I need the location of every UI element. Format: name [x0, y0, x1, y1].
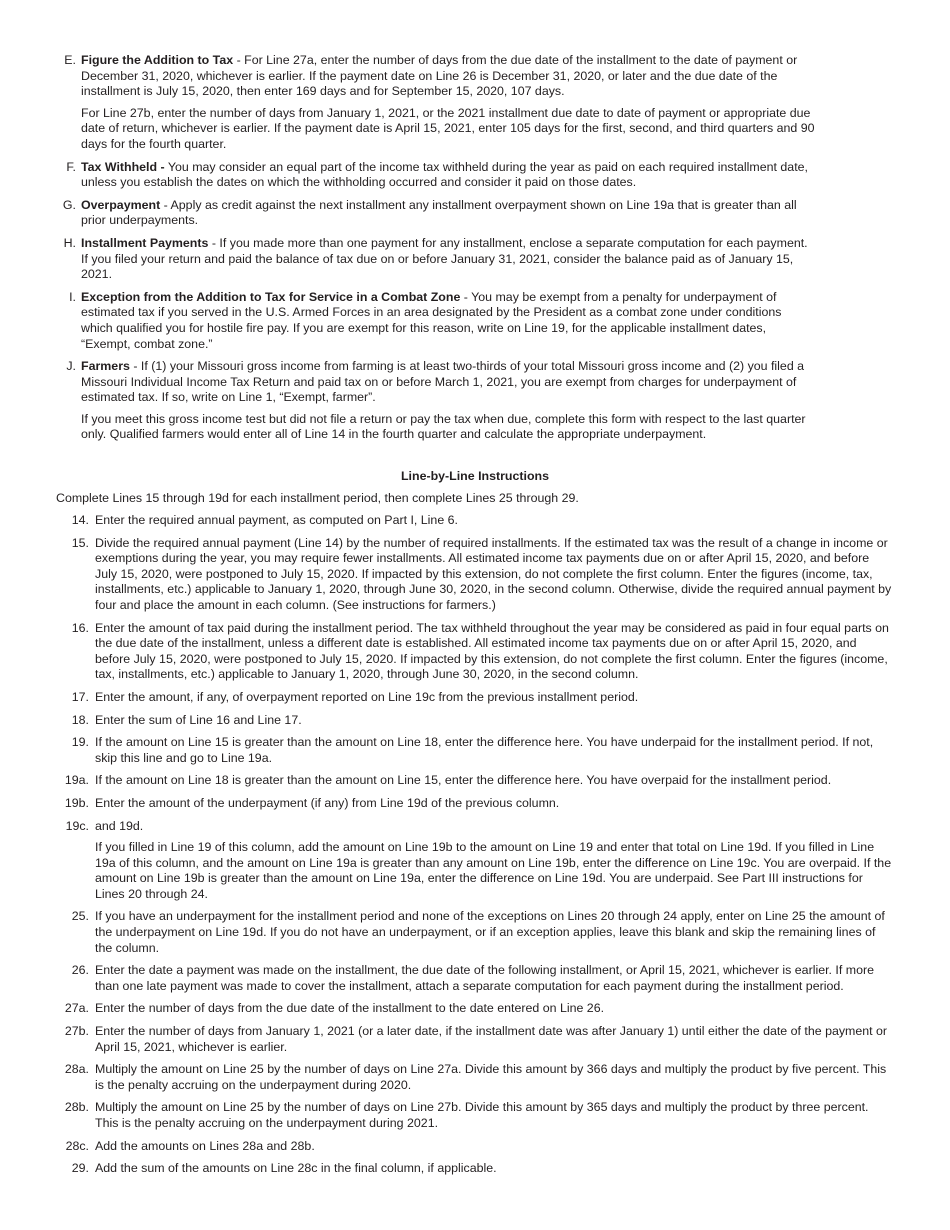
item-text: - If (1) your Missouri gross income from farming is at least two-thirds of your total Missouri gross income and (2) you filed a Missouri Individual Income Tax Return and paid tax on or before March 1, 2021, you are exempt from charges for underpayment of estimated tax. If so, write on Line 1, “Exempt, farmer”. [81, 359, 805, 405]
line-16 [56, 621, 894, 683]
instruction-j [56, 359, 816, 443]
item-letter: G. [62, 197, 76, 212]
line-number: 19. [71, 735, 89, 750]
line-19c [56, 819, 894, 903]
line-28a [56, 1062, 894, 1093]
line-number: 19a. [64, 773, 89, 788]
item-title: Exception from the Addition to Tax for Service in a Combat Zone [81, 289, 461, 304]
line-29 [56, 1161, 894, 1177]
line-number: 27b. [64, 1024, 89, 1039]
general-instructions-list [56, 53, 816, 450]
line-text: Divide the required annual payment (Line 14) by the number of required installments. If the estimated tax was the result of a change in income or exemptions during the year, you may require fewer installments. All estimated income tax payments due on or after April 15, 2020, and before July 15, 2020, were postponed to July 15, 2020. If impacted by this extension, do not complete the first column. Enter the figures (income, tax, installments, etc.) applicable to January 1, 2020, through June 30, 2020, in the second column. Otherwise, divide the required annual payment by four and place the amount in each column. (See instructions for farmers.) [95, 535, 892, 612]
line-text: Enter the number of days from January 1, 2021 (or a later date, if the installment date was after January 1) until either the date of the payment or April 15, 2021, whichever is earlier. [95, 1024, 888, 1054]
line-text: Enter the amount of the underpayment (if any) from Line 19d of the previous column. [95, 795, 560, 810]
line-text: Enter the sum of Line 16 and Line 17. [95, 712, 302, 727]
line-19b [56, 796, 894, 812]
item-text: - For Line 27a, enter the number of days from the due date of the installment to the date of payment or December 31, 2020, whichever is earlier. If the payment date on Line 26 is December 31, 2020, or later and the due date of the installment is July 15, 2020, then enter 169 days and for September 15, 2020, 107 days. [81, 53, 798, 99]
line-28c [56, 1139, 894, 1155]
line-text: Multiply the amount on Line 25 by the number of days on Line 27a. Divide this amount by 366 days and multiply the product by five percent. This is the penalty accruing on the underpayment during 2020. [95, 1062, 887, 1092]
instruction-h [56, 236, 816, 283]
line-text: If you have an underpayment for the installment period and none of the exceptions on Lines 20 through 24 apply, enter on Line 25 the amount of the underpayment on Line 19d. If you do not have an underpayment, or if an exception applies, leave this blank and skip the remaining lines of the column. [95, 909, 885, 955]
line-number: 14. [71, 513, 89, 527]
item-title: Farmers [81, 359, 130, 374]
line-number: 29. [71, 1161, 89, 1176]
line-number: 28a. [64, 1062, 89, 1077]
instruction-f [56, 160, 816, 191]
line-26 [56, 963, 894, 994]
item-title: Installment Payments [81, 235, 209, 250]
line-text: Enter the amount, if any, of overpayment reported on Line 19c from the previous installment period. [95, 689, 639, 704]
line-text: Enter the number of days from the due date of the installment to the date entered on Line 26. [95, 1001, 605, 1016]
item-text: You may consider an equal part of the income tax withheld during the year as paid on each required installment date, unless you establish the dates on which the withholding occurred and consider it paid on those dates. [81, 159, 808, 190]
item-letter: F. [66, 159, 76, 174]
line-number: 28b. [64, 1100, 89, 1115]
item-extra-paragraph: If you meet this gross income test but did not file a return or pay the tax when due, complete this form with respect to the last quarter only. Qualified farmers would enter all of Line 14 in the fourth quarter and calculate the appropriate underpayment. [81, 411, 806, 442]
line-number: 25. [71, 909, 89, 924]
line-number: 19c. [65, 818, 89, 833]
line-27a [56, 1001, 894, 1017]
line-14 [56, 513, 894, 529]
line-27b [56, 1024, 894, 1055]
line-25 [56, 909, 894, 956]
instruction-g [56, 198, 816, 229]
item-text: - If you made more than one payment for any installment, enclose a separate computation for each payment. If you filed your return and paid the balance of tax due on or before January 31, 2021, consider the balance paid as of January 15, 2021. [81, 235, 808, 282]
line-number: 16. [71, 620, 89, 635]
line-text: If the amount on Line 18 is greater than the amount on Line 15, enter the difference here. You have overpaid for the installment period. [95, 773, 832, 788]
line-text: and 19d. [95, 818, 144, 833]
item-text: - You may be exempt from a penalty for underpayment of estimated tax if you served in the U.S. Armed Forces in an area designated by the President as a combat zone under conditions which qualified you for hostile fire pay. If you are exempt for this reason, write on Line 19, for the applicable installment dates, “Exempt, combat zone.” [81, 289, 782, 351]
item-extra-paragraph: For Line 27b, enter the number of days from January 1, 2021, or the 2021 installment due date to date of payment or appropriate due date of return, whichever is earlier. If the payment date is April 15, 2021, enter 105 days for the first, second, and third quarters and 90 days for the fourth quarter. [81, 105, 815, 151]
line-number: 27a. [64, 1001, 89, 1016]
line-text: Enter the required annual payment, as computed on Part I, Line 6. [95, 513, 458, 527]
line-text: Add the amounts on Lines 28a and 28b. [95, 1138, 315, 1153]
line-15 [56, 536, 894, 614]
item-letter: J. [66, 359, 76, 374]
line-18 [56, 713, 894, 729]
instruction-i [56, 290, 816, 352]
item-letter: H. [63, 235, 76, 250]
item-letter: E. [64, 53, 76, 67]
item-letter: I. [69, 289, 76, 304]
line-text: Add the sum of the amounts on Line 28c in the final column, if applicable. [95, 1161, 497, 1176]
line-text: Enter the date a payment was made on the installment, the due date of the following installment, or April 15, 2021, whichever is earlier. If more than one late payment was made to cover the installment, attach a separate computation for each payment during the installment period. [95, 963, 874, 993]
item-title: Figure the Addition to Tax [81, 53, 234, 67]
instruction-e [56, 53, 816, 153]
line-text: If the amount on Line 15 is greater than the amount on Line 18, enter the difference here. You have underpaid for the installment period. If not, skip this line and go to Line 19a. [95, 735, 874, 765]
item-title: Overpayment [81, 197, 161, 212]
line-extra-paragraph: If you filled in Line 19 of this column, add the amount on Line 19b to the amount on Line 19 and enter that total on Line 19d. If you filled in Line 19a of this column, and the amount on Line 19a is greater than any amount on Line 19b, enter the difference on Line 19c. You are overpaid. If the amount on Line 19b is greater than the amount on Line 19a, enter the difference on Line 19d. You are underpaid. See Part III instructions for Lines 20 through 24. [95, 840, 892, 901]
section-intro: Complete Lines 15 through 19d for each installment period, then complete Lines 25 through 29. [56, 491, 579, 505]
line-number: 28c. [65, 1138, 89, 1153]
item-text: - Apply as credit against the next installment any installment overpayment shown on Line 19a that is greater than all prior underpayments. [81, 197, 797, 228]
line-number: 18. [71, 712, 89, 727]
line-text: Multiply the amount on Line 25 by the number of days on Line 27b. Divide this amount by 365 days and multiply the product by three percent. This is the penalty accruing on the underpayment during 2021. [95, 1100, 869, 1130]
line-instructions-list [56, 513, 894, 1184]
line-19a [56, 773, 894, 789]
line-number: 15. [71, 535, 89, 550]
line-number: 26. [71, 963, 89, 978]
line-17 [56, 690, 894, 706]
line-number: 17. [71, 689, 89, 704]
line-28b [56, 1100, 894, 1131]
line-text: Enter the amount of tax paid during the installment period. The tax withheld throughout the year may be considered as paid in four equal parts on the due date of the installment, unless a different date is established. All estimated income tax payments due on or after April 15, 2020, and before July 15, 2020, were postponed to July 15, 2020. If impacted by this extension, do not complete the first column. Enter the figures (income, tax, installments, etc.) applicable to January 1, 2020, through June 30, 2020, in the second column. [95, 620, 889, 682]
item-title: Tax Withheld - [81, 159, 165, 174]
section-heading: Line-by-Line Instructions [400, 469, 549, 483]
line-number: 19b. [64, 795, 89, 810]
line-19 [56, 735, 894, 766]
